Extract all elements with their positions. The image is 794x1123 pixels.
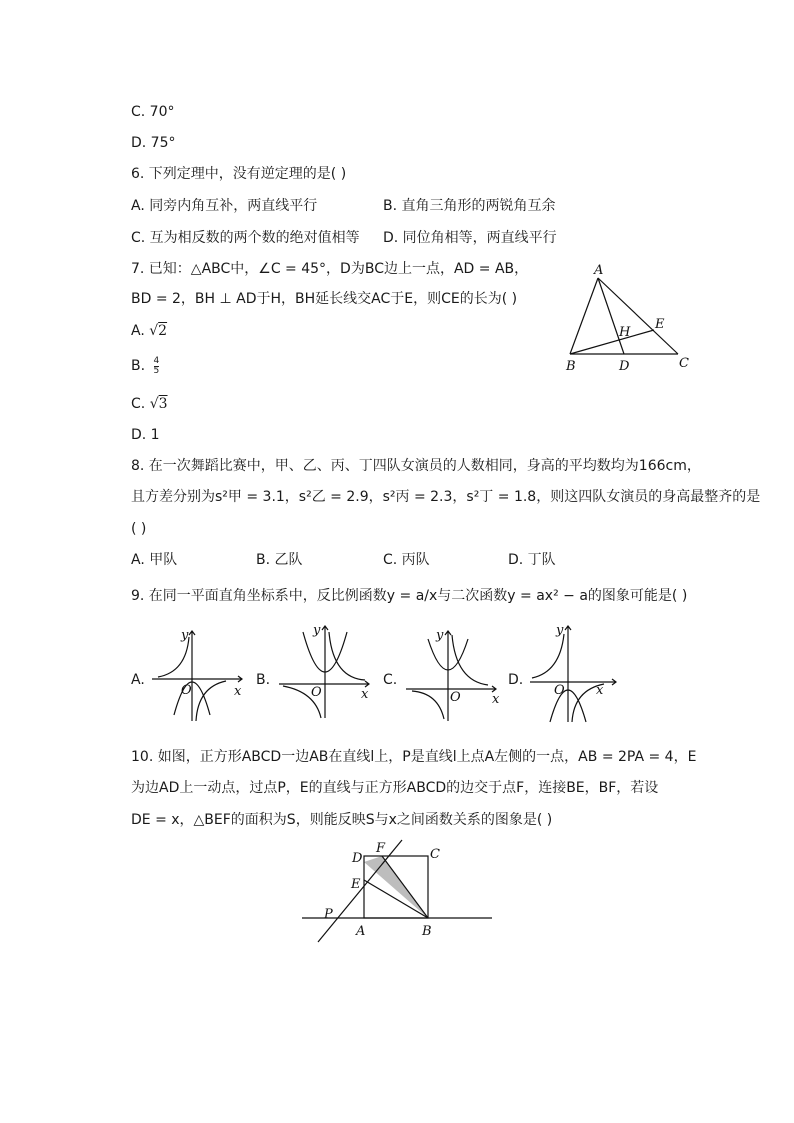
fraction-denominator: 5 (153, 365, 160, 376)
x-axis-label: x (492, 692, 500, 707)
q7-option-a-label: A. (131, 323, 145, 339)
q7-triangle-figure (560, 260, 700, 376)
point-label-e: E (351, 877, 361, 892)
hyperbola-branch (158, 637, 189, 677)
y-axis-label: y (556, 623, 564, 638)
y-axis-label: y (436, 628, 444, 643)
point-label-f: F (376, 841, 386, 856)
hyperbola-branch (196, 681, 226, 721)
point-label-a: A (594, 263, 604, 278)
q9-option-a-label: A. (131, 672, 145, 688)
q6-option-a: A. 同旁内角互补，两直线平行 (131, 198, 318, 214)
point-label-c: C (430, 847, 440, 862)
q7-option-b-label: B. (131, 358, 146, 374)
q10-stem-line1: 10. 如图，正方形ABCD一边AB在直线l上，P是直线l上点A左侧的一点，AB = 2PA = 4，E (131, 749, 697, 765)
point-label-e: E (655, 317, 665, 332)
q8-stem-line1: 8. 在一次舞蹈比赛中，甲、乙、丙、丁四队女演员的人数相同，身高的平均数均为166cm， (131, 458, 701, 474)
sqrt-sign: √ (149, 323, 159, 339)
q7-option-b-fraction (154, 357, 160, 376)
q9-graph-d (526, 622, 626, 726)
q10-stem-line2: 为边AD上一动点，过点P，E的直线与正方形ABCD的边交于点F，连接BE，BF，若设 (131, 780, 659, 796)
y-axis-label: y (181, 628, 189, 643)
q9-option-d-label: D. (508, 672, 524, 688)
origin-label: O (181, 683, 192, 698)
q8-stem-line3: ( ) (131, 521, 147, 537)
q7-option-b (131, 356, 159, 376)
q9-option-c-label: C. (383, 672, 398, 688)
x-axis-label: x (596, 683, 604, 698)
triangle-bef-shaded (364, 856, 428, 918)
point-label-c: C (679, 356, 689, 371)
q8-stem-line2: 且方差分别为s²甲 = 3.1，s²乙 = 2.9，s²丙 = 2.3，s²丁 = 1.8，则这四队女演员的身高最整齐的是 (131, 489, 761, 505)
q6-option-b: B. 直角三角形的两锐角互余 (383, 198, 556, 214)
q9-stem: 9. 在同一平面直角坐标系中，反比例函数y = a/x与二次函数y = ax² − a的图象可能是( ) (131, 588, 688, 604)
segment-bf (382, 856, 428, 918)
x-axis-label: x (234, 684, 242, 699)
origin-label: O (554, 683, 565, 698)
q8-option-d: D. 丁队 (508, 552, 556, 568)
q9-graph-b (275, 622, 375, 722)
q6-option-d: D. 同位角相等，两直线平行 (383, 230, 557, 246)
q7-option-c-radicand: 3 (158, 396, 168, 412)
q8-option-c: C. 丙队 (383, 552, 430, 568)
hyperbola-branch (329, 632, 365, 680)
q6-option-c: C. 互为相反数的两个数的绝对值相等 (131, 230, 360, 246)
q10-square-figure (298, 838, 498, 946)
q10-stem-line3: DE = x，△BEF的面积为S，则能反映S与x之间函数关系的图象是( ) (131, 812, 553, 828)
origin-label: O (450, 690, 461, 705)
point-label-h: H (619, 325, 631, 340)
q7-option-c (131, 394, 168, 414)
q8-option-b: B. 乙队 (256, 552, 303, 568)
sqrt-sign: √ (149, 396, 159, 412)
q7-option-a (131, 321, 167, 341)
segment-ab (570, 278, 598, 354)
segment-be (570, 330, 654, 354)
x-axis-label: x (361, 687, 369, 702)
point-label-d: D (619, 359, 630, 374)
point-label-b: B (422, 924, 432, 939)
point-label-p: P (324, 907, 333, 922)
point-label-a: A (356, 924, 366, 939)
origin-label: O (311, 685, 322, 700)
hyperbola-branch (452, 635, 488, 685)
q7-stem-line2: BD = 2，BH ⊥ AD于H，BH延长线交AC于E，则CE的长为( ) (131, 291, 518, 307)
q7-option-a-radicand: 2 (158, 323, 168, 339)
q8-option-a: A. 甲队 (131, 552, 178, 568)
q7-stem-line1: 7. 已知：△ABC中，∠C = 45°，D为BC边上一点，AD = AB， (131, 261, 529, 277)
q5-option-c: C. 70° (131, 104, 175, 120)
point-label-d: D (352, 851, 363, 866)
fraction-numerator: 4 (153, 355, 160, 366)
q9-option-b-label: B. (256, 672, 271, 688)
point-label-b: B (566, 359, 576, 374)
q7-option-c-label: C. (131, 396, 146, 412)
hyperbola-branch (412, 691, 444, 719)
q7-option-d: D. 1 (131, 427, 160, 443)
y-axis-label: y (313, 623, 321, 638)
hyperbola-branch (532, 634, 564, 678)
q9-graph-a (148, 625, 248, 725)
q5-option-d: D. 75° (131, 135, 176, 151)
q6-stem: 6. 下列定理中，没有逆定理的是( ) (131, 166, 347, 182)
q9-graph-c (402, 625, 502, 725)
